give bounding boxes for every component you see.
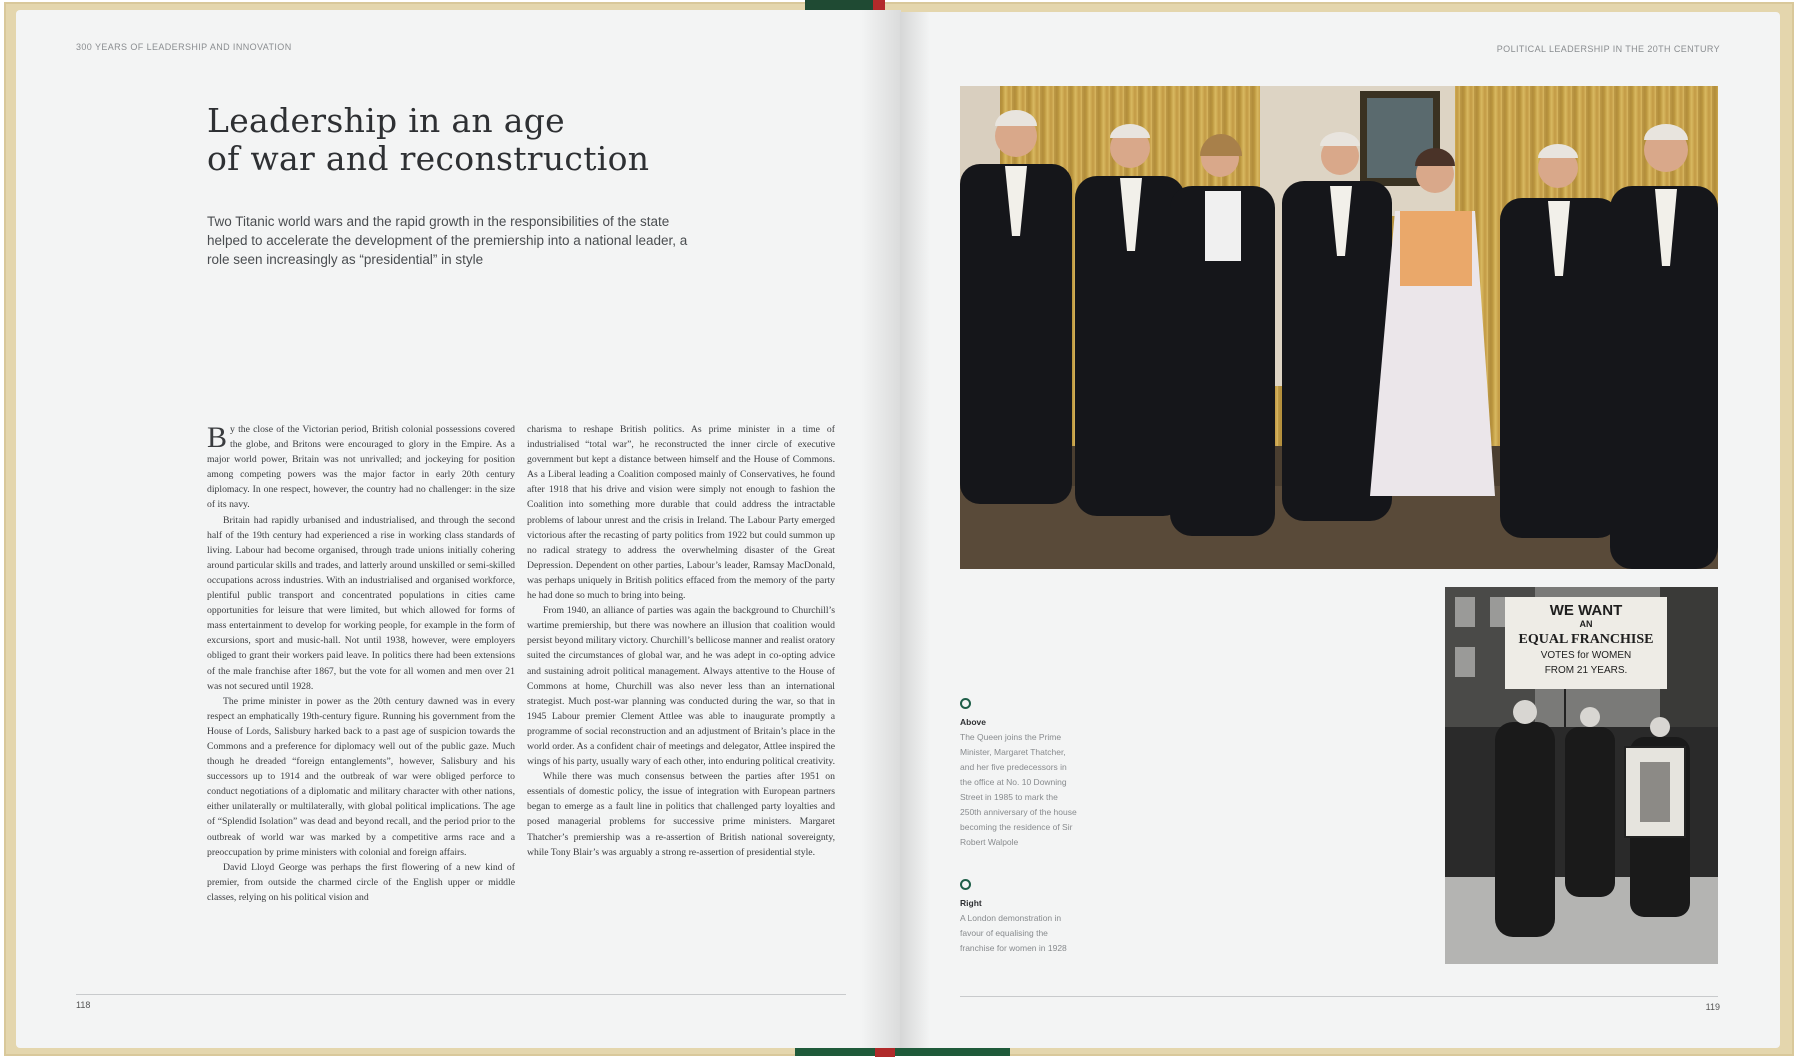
banner-line-4: VOTES for WOMEN	[1540, 650, 1632, 661]
body-paragraph: The prime minister in power as the 20th century dawned was in every respect an emphatically 19th-century figure. Running his government from the House of Lords, Salisbury harked back to a past age of suspicion towards the Commons and a preference for diplomacy well out of the public gaze. Much though he dreaded “foreign entanglements”, however, Salisbury and his successors up to 1914 and the outbreak of war were obliged perforce to conduct negotiations of a diplomatic and military character with other nations, either unilaterally or multilaterally, with global political implications. The age of “Splendid Isolation” was dead and beyond recall, and the period prior to the outbreak of world war was marked by a competitive arms race and a preoccupation by prime ministers with colonial and foreign affairs.	[207, 695, 515, 858]
drop-cap: B	[207, 421, 228, 454]
right-running-head: POLITICAL LEADERSHIP IN THE 20TH CENTURY	[1496, 44, 1720, 54]
page-number-left: 118	[76, 1000, 91, 1010]
photo-franchise-demonstration-art	[1445, 587, 1718, 964]
body-paragraph: Britain had rapidly urbanised and industrialised, and through the second half of the 19th century had experienced a rise in working class standards of living. Labour had become organised, through trade unions initially cohering around particular skills and trades, and latterly around unskilled or semi-skilled occupations across industries. With an industrialised and organised workforce, plentiful public transport and concentrated populations in cities came opportunities for leisure that were limited, but which allowed for forms of mass entertainment to develop for working people, for example in the form of excursions, sport and music-hall. Not until 1938, however, were employers obliged to grant their workers paid leave. In politics there had been extensions of the male franchise after 1867, but the vote for all women and men over 21 was not secured until 1928.	[207, 514, 515, 692]
caption-text: A London demonstration in favour of equalising the franchise for women in 1928	[960, 913, 1067, 953]
body-column-1	[207, 422, 515, 905]
body-paragraph: David Lloyd George was perhaps the first flowering of a new kind of premier, from outside the charmed circle of the English upper or middle classes, relying on his political vision and	[207, 861, 515, 903]
photo-group-portrait-art	[960, 86, 1718, 569]
headband-bottom-red	[875, 1048, 895, 1057]
body-paragraph: From 1940, an alliance of parties was again the background to Churchill’s wartime premiership, but there was nowhere an illusion that coalition would persist beyond military victory. Churchill’s bellicose manner and realist oratory suited the circumstances of global war, and he was adept in co-opting advice and sustaining adroit political management. Always attentive to the House of Commons at home, Churchill was also never less than an international strategist. Much post-war planning was conducted during the war, so that in 1945 Labour premier Clement Attlee was able to inaugurate promptly a programme of social reconstruction and an adjustment of Britain’s place in the world order. As a confident chair of meetings and delegator, Attlee inspired the wings of his party, usually wary of each other, into enduring political creativity.	[527, 605, 836, 768]
caption-heading: Above	[960, 717, 986, 727]
right-page	[900, 12, 1780, 1048]
page-number-right: 119	[1705, 1002, 1720, 1012]
left-running-head: 300 YEARS OF LEADERSHIP AND INNOVATION	[76, 42, 292, 52]
body-paragraph-text: y the close of the Victorian period, British colonial possessions covered the globe, and Britons were encouraged to glory in the Empire. As a major world power, Britain was not unrivalled; and jockeying for position among competing powers was the major factor in early 20th century diplomacy. In one respect, however, the country had no challenger: in the size of its navy.	[207, 424, 515, 511]
banner-line-2: AN	[1579, 619, 1593, 629]
photo-franchise-demonstration	[1445, 587, 1718, 964]
left-page	[16, 10, 901, 1048]
body-column-2	[527, 422, 835, 860]
page-title	[207, 102, 767, 178]
banner-line-1: WE WANT	[1549, 602, 1623, 619]
caption-above	[960, 698, 1080, 850]
title-line-2: of war and reconstruction	[207, 139, 650, 178]
left-gutter-shadow	[861, 10, 901, 1048]
banner-line-3: EQUAL FRANCHISE	[1518, 632, 1654, 647]
caption-heading: Right	[960, 898, 982, 908]
caption-marker-icon	[960, 698, 971, 709]
footer-rule	[960, 996, 1718, 997]
standfirst: Two Titanic world wars and the rapid growth in the responsibilities of the state helped to accelerate the development of the premiership into a national leader, a role seen increasingly as “presidential” in style	[207, 214, 688, 267]
title-line-1: Leadership in an age	[207, 101, 565, 140]
banner-line-5: FROM 21 YEARS.	[1544, 665, 1628, 676]
body-paragraph: charisma to reshape British politics. As prime minister in a time of industrialised “total war”, he reconstructed the inner circle of executive government but kept a distance between himself and the House of Commons. As a Liberal leading a Coalition composed mainly of Conservatives, he found after 1918 that his drive and vision were simply not enough to fashion the Coalition into something more durable that could address the intractable problems of labour unrest and the crisis in Ireland. The Labour Party emerged victorious after the recasting of party politics from 1922 but could summon up no radical strategy to address the overwhelming disaster of the Great Depression. Dependent on other parties, Labour’s leader, Ramsay MacDonald, was perhaps uniquely in British politics effaced from the memory of the party he had done so much to bring into being.	[527, 424, 835, 602]
right-gutter-shadow	[900, 12, 930, 1048]
body-paragraph	[207, 422, 515, 513]
footer-rule	[76, 994, 846, 995]
photo-group-portrait	[960, 86, 1718, 569]
caption-right	[960, 879, 1080, 956]
body-paragraph: While there was much consensus between the parties after 1951 on essentials of domestic policy, the issue of integration with European partners began to emerge as a fault line in politics that challenged party loyalties and posed managerial problems for successive prime ministers. Margaret Thatcher’s premiership was a re-assertion of British national sovereignty, while Tony Blair’s was arguably a strong re-assertion of presidential style.	[527, 771, 835, 858]
caption-text: The Queen joins the Prime Minister, Margaret Thatcher, and her five predecessors in the office at No. 10 Downing Street in 1985 to mark the 250th anniversary of the house becoming the residence of Sir Robert Walpole	[960, 732, 1077, 847]
caption-marker-icon	[960, 879, 971, 890]
